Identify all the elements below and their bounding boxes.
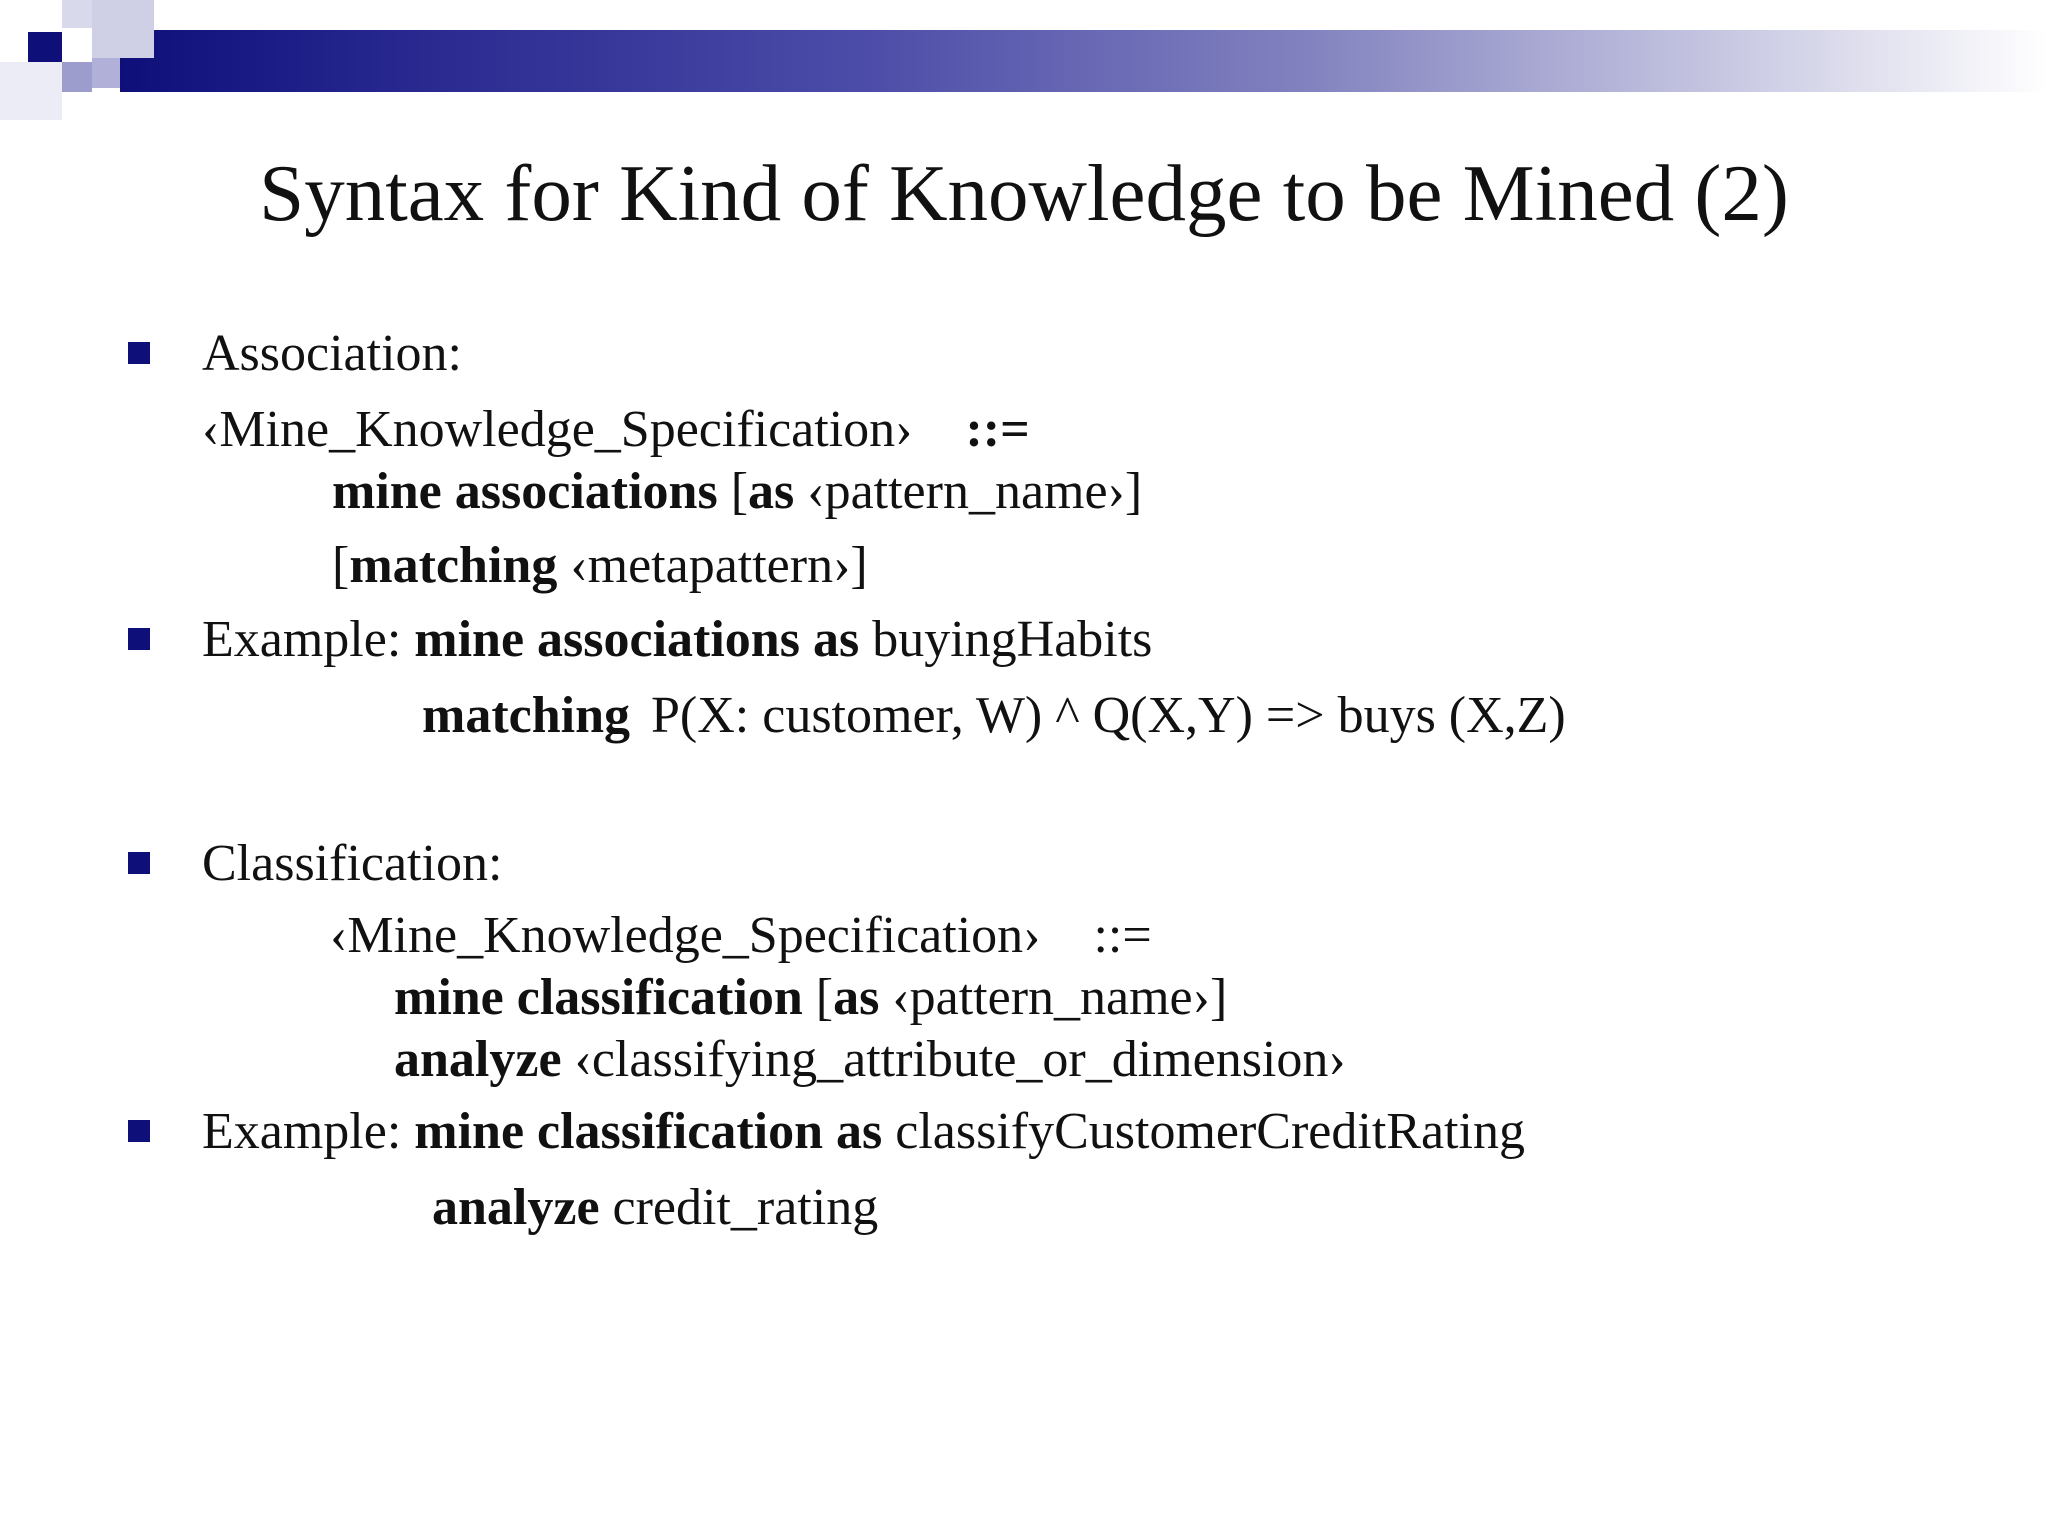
bullet-classification (128, 852, 150, 874)
classification-heading (202, 832, 502, 896)
logo-square (28, 32, 62, 62)
metapattern: ‹metapattern›] (570, 537, 868, 594)
logo-square (62, 0, 92, 28)
assign-operator: ::= (965, 401, 1030, 458)
logo-square (62, 62, 92, 92)
association-heading (202, 322, 462, 386)
example-label: Example: (202, 1103, 402, 1160)
metapattern-value: P(X: customer, W) ^ Q(X,Y) => buys (X,Z) (651, 687, 1566, 744)
kw-as: as (748, 463, 795, 520)
bullet-example-1 (128, 628, 150, 650)
bracket-open: [ (815, 969, 834, 1026)
example-label: Example: (202, 611, 402, 668)
classifying-attribute: ‹classifying_attribute_or_dimension› (574, 1031, 1346, 1088)
classification-name-value: classifyCustomerCreditRating (895, 1103, 1525, 1160)
kw-matching: matching (422, 687, 630, 744)
pattern-name: ‹pattern_name›] (807, 463, 1143, 520)
association-heading-text: Association: (202, 325, 462, 382)
classification-mine-line (394, 966, 1227, 1030)
classification-heading-text: Classification: (202, 835, 503, 892)
kw-mine-classification-as: mine classification as (414, 1103, 883, 1160)
example2-line (202, 1100, 1525, 1164)
bracket-open: [ (730, 463, 749, 520)
spec-lhs: ‹Mine_Knowledge_Specification› (330, 907, 1041, 964)
association-mine-line (332, 460, 1142, 524)
kw-as: as (833, 969, 880, 1026)
logo-square (92, 58, 120, 88)
pattern-name-value: buyingHabits (872, 611, 1153, 668)
kw-mine-classification: mine classification (394, 969, 803, 1026)
kw-mine-associations-as: mine associations as (414, 611, 860, 668)
bullet-example-2 (128, 1120, 150, 1142)
classification-analyze-line (394, 1028, 1346, 1092)
classification-spec-line (330, 904, 1152, 968)
association-matching-line (332, 534, 868, 598)
header-banner (120, 30, 2048, 92)
kw-analyze: analyze (432, 1179, 600, 1236)
spec-lhs: ‹Mine_Knowledge_Specification› (202, 401, 913, 458)
kw-matching: matching (349, 537, 558, 594)
kw-analyze: analyze (394, 1031, 562, 1088)
attribute-value: credit_rating (612, 1179, 879, 1236)
example1-line (202, 608, 1152, 672)
association-spec-line (202, 398, 1030, 462)
bracket-open: [ (332, 537, 350, 594)
example2-analyze-line (432, 1176, 878, 1240)
example1-matching-line (422, 684, 1566, 748)
pattern-name: ‹pattern_name›] (892, 969, 1228, 1026)
logo-square (92, 0, 154, 58)
slide-title: Syntax for Kind of Knowledge to be Mined (2) (259, 148, 1789, 238)
assign-operator: ::= (1093, 907, 1152, 964)
logo-square (0, 62, 62, 120)
kw-mine-associations: mine associations (332, 463, 718, 520)
bullet-association (128, 342, 150, 364)
